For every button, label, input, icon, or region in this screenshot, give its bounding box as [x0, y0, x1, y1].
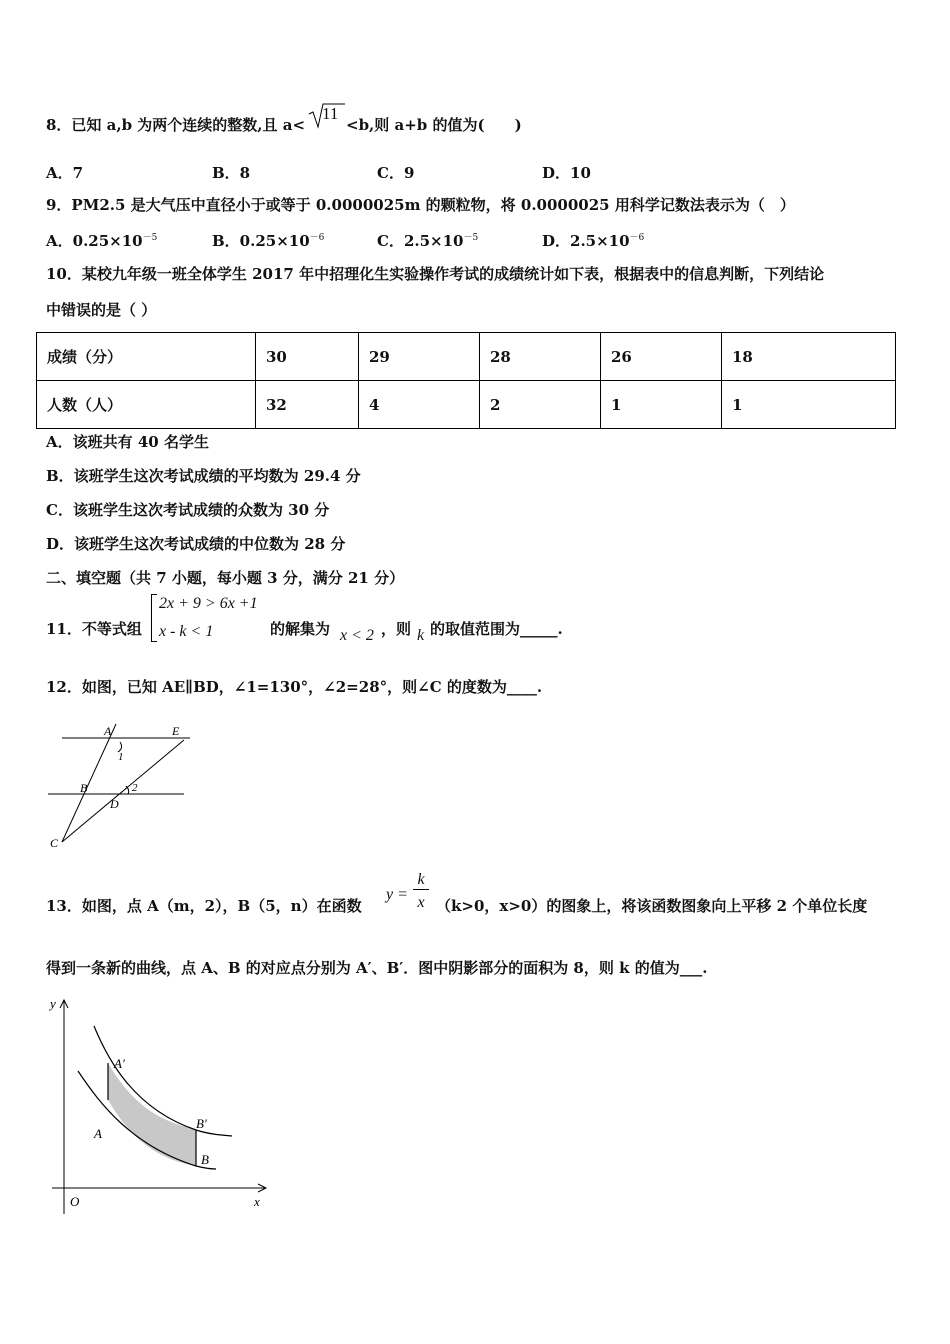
- q10-stem-line1: 10．某校九年级一班全体学生 2017 年中招理化生实验操作考试的成绩统计如下表，根据表中的信息判断，下列结论: [46, 265, 825, 283]
- brace-icon: [151, 594, 157, 642]
- score-table: [36, 332, 896, 429]
- table-cell: 成绩（分）: [37, 333, 256, 381]
- table-cell: 1: [601, 381, 722, 429]
- q10-option-b: B．该班学生这次考试成绩的平均数为 29.4 分: [46, 467, 361, 485]
- q13-stem-line2: 得到一条新的曲线，点 A、B 的对应点分别为 A′、B′．图中阴影部分的面积为 8，则 k 的值为___.: [46, 959, 708, 977]
- q12-stem: 12．如图，已知 AE∥BD，∠1=130°，∠2=28°，则∠C 的度数为____.: [46, 678, 543, 696]
- q9-option-d-base: D．2.5×10: [542, 232, 630, 250]
- q11-label: 11．不等式组: [46, 620, 142, 638]
- q8-radicand: 11: [322, 104, 339, 123]
- label-b: B: [80, 781, 88, 795]
- table-cell: 28: [480, 333, 601, 381]
- q9-option-a: [46, 230, 157, 251]
- table-row: [37, 381, 896, 429]
- label-a-prime: A′: [114, 1056, 125, 1071]
- q9-option-d: [542, 230, 644, 251]
- label-x: x: [254, 1194, 260, 1209]
- q9-option-c-exp: －5: [463, 233, 479, 243]
- q8-option-a: A．7: [46, 164, 84, 182]
- q11-mid: 的解集为: [270, 620, 331, 638]
- q8-option-b: B．8: [212, 164, 251, 182]
- q11-solution: x < 2: [340, 627, 374, 644]
- q9-option-b-base: B．0.25×10: [212, 232, 310, 250]
- table-cell: 4: [359, 381, 480, 429]
- q9-option-b: [212, 230, 324, 251]
- table-row: [37, 333, 896, 381]
- label-1: 1: [118, 751, 124, 763]
- table-cell: 1: [722, 381, 896, 429]
- q13-fn-denominator: x: [417, 894, 425, 911]
- table-cell: 人数（人）: [37, 381, 256, 429]
- q11-inequality-2: x - k < 1: [159, 623, 214, 640]
- q8-option-c: C．9: [377, 164, 415, 182]
- q9-stem: 9．PM2.5 是大气压中直径小于或等于 0.0000025m 的颗粒物，将 0.0000025 用科学记数法表示为（ ）: [46, 196, 795, 214]
- q10-option-c: C．该班学生这次考试成绩的众数为 30 分: [46, 501, 330, 519]
- q9-option-a-exp: －5: [142, 233, 158, 243]
- q11-end: 的取值范围为_____.: [430, 620, 563, 638]
- q8-suffix: <b,则 a+b 的值为( ): [346, 116, 522, 134]
- q13-figure: [44, 994, 276, 1219]
- label-2: 2: [132, 782, 138, 794]
- table-cell: 32: [256, 381, 359, 429]
- label-d: D: [110, 797, 119, 811]
- label-a: A: [104, 724, 112, 738]
- q10-option-a: A．该班共有 40 名学生: [46, 433, 209, 451]
- label-e: E: [172, 724, 180, 738]
- label-o: O: [70, 1194, 80, 1209]
- q9-option-c-base: C．2.5×10: [377, 232, 464, 250]
- section-heading: 二、填空题（共 7 小题，每小题 3 分，满分 21 分）: [46, 569, 405, 587]
- label-c: C: [50, 836, 59, 850]
- q8-prefix: 8．已知 a,b 为两个连续的整数,且 a<: [46, 116, 306, 134]
- table-cell: 30: [256, 333, 359, 381]
- q10-stem-line2: 中错误的是（ ）: [46, 301, 157, 319]
- label-a: A: [94, 1126, 102, 1141]
- q9-option-c: [377, 230, 478, 251]
- label-b: B: [201, 1152, 209, 1167]
- q8-option-d: D．10: [542, 164, 591, 182]
- q12-figure: [44, 720, 194, 852]
- q13-fn-numerator: k: [413, 871, 429, 890]
- q13-stem-post: （k>0，x>0）的图象上，将该函数图象向上平移 2 个单位长度: [436, 897, 868, 915]
- q9-option-b-exp: －6: [309, 233, 325, 243]
- table-cell: 29: [359, 333, 480, 381]
- q8-stem: [46, 115, 305, 135]
- q11-inequality-1: 2x + 9 > 6x +1: [159, 595, 258, 612]
- q13-fn-lhs: y =: [386, 886, 408, 903]
- label-y: y: [50, 996, 56, 1011]
- q11-mid2: ，则: [381, 620, 412, 638]
- table-cell: 26: [601, 333, 722, 381]
- table-cell: 18: [722, 333, 896, 381]
- q13-stem-pre: 13．如图，点 A（m，2），B（5，n）在函数: [46, 897, 362, 915]
- label-b-prime: B′: [196, 1116, 207, 1131]
- q11-variable: k: [417, 627, 425, 644]
- q10-option-d: D．该班学生这次考试成绩的中位数为 28 分: [46, 535, 346, 553]
- table-cell: 2: [480, 381, 601, 429]
- q9-option-a-base: A．0.25×10: [46, 232, 143, 250]
- q9-option-d-exp: －6: [629, 233, 645, 243]
- shaded-region: [108, 1063, 196, 1166]
- line-ca: [62, 724, 116, 842]
